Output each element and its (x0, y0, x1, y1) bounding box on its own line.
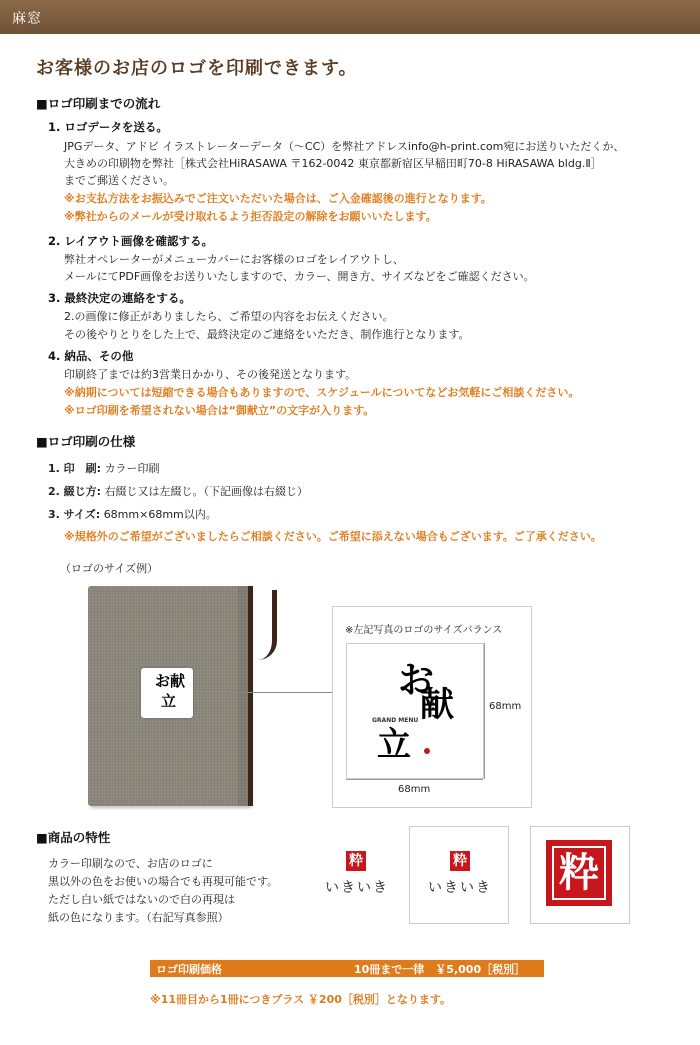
kanji-red-seal (546, 840, 612, 906)
menu-cord-loop (258, 590, 277, 660)
spec-item (48, 506, 217, 522)
logo-mark: お献 (155, 672, 186, 690)
width-dim-line (346, 779, 483, 780)
step-1-note: ※弊社からのメールが受け取れるよう拒否設定の解除をお願いいたします。 (64, 210, 437, 223)
spec-note: ※規格外のご希望がございましたらご相談ください。ご希望に添えない場合もございます。ご了承ください。 (64, 530, 602, 543)
logo-main-mark: お (398, 659, 435, 701)
spec-value: 68mm×68mm以内。 (103, 508, 217, 521)
logo-main-mark: 立 (377, 725, 411, 765)
kanji-glyph: 粋 (552, 846, 606, 900)
features-line: ただし白い紙ではないので白の再現は (48, 893, 235, 906)
features-heading: ■商品の特性 (36, 830, 111, 845)
step-3-title: 3. 最終決定の連絡をする。 (48, 291, 191, 305)
step-4-note: ※納期については短縮できる場合もありますので、スケジュールについてなどお気軽にご相談ください。 (64, 386, 580, 399)
features-line: 黒以外の色をお使いの場合でも再現可能です。 (48, 875, 279, 888)
sample-text: いきいき (325, 880, 389, 896)
spec-label: 2. 綴じ方: (48, 485, 102, 498)
size-balance-caption: ※左記写真のロゴのサイズバランス (345, 625, 503, 636)
spec-value: 右綴じ又は左綴じ。（下記画像は右綴じ） (104, 485, 309, 498)
logo-seal-dot (424, 748, 430, 754)
step-4-line: 印刷終了までは約3営業日かかり、その後発送となります。 (64, 368, 357, 381)
price-value: 10冊まで一律 ￥5,000［税別］ (354, 963, 526, 976)
logo-mark: 立 (161, 692, 177, 710)
example-caption: （ロゴのサイズ例） (60, 562, 159, 575)
price-note: ※11冊目から1冊につきプラス ￥200［税別］となります。 (150, 993, 452, 1006)
spec-value: カラー印刷 (104, 462, 160, 475)
menu-cord (248, 586, 253, 806)
step-2-line: メールにてPDF画像をお送りいたしますので、カラー、開き方、サイズなどをご確認ください。 (64, 270, 535, 283)
header-title: 麻窓 (12, 11, 42, 27)
step-4-note: ※ロゴ印刷を希望されない場合は“御献立”の文字が入ります。 (64, 404, 375, 417)
spec-item (48, 483, 308, 499)
height-dim-line (484, 643, 485, 779)
sample-kanji-seal: 粋 (450, 851, 470, 871)
features-line: 紙の色になります。（右記写真参照） (48, 911, 229, 924)
step-1-line: 大きめの印刷物を弊社［株式会社HiRASAWA 〒162-0042 東京都新宿区早稲田町70-8 HiRASAWA bldg.Ⅱ］ (64, 157, 602, 170)
connector-line (195, 692, 333, 693)
step-1-title: 1. ロゴデータを送る。 (48, 120, 168, 134)
sample-kanji-seal: 粋 (346, 851, 366, 871)
step-1-note: ※お支払方法をお振込みでご注文いただいた場合は、ご入金確認後の進行となります。 (64, 192, 492, 205)
sample-box-logo (409, 826, 509, 924)
flow-heading: ■ロゴ印刷までの流れ (36, 96, 161, 111)
logo-sub-text: GRAND MENU (372, 717, 419, 724)
step-3-line: 2.の画像に修正がありましたら、ご希望の内容をお伝えください。 (64, 310, 394, 323)
step-1-line: までご郵送ください。 (64, 174, 174, 187)
header-bar (0, 0, 700, 34)
sample-text: いきいき (428, 880, 492, 896)
spec-label: 3. サイズ: (48, 508, 101, 521)
page-title: お客様のお店のロゴを印刷できます。 (36, 58, 358, 79)
spec-heading: ■ロゴ印刷の仕様 (36, 434, 136, 449)
height-label: 68mm (489, 701, 522, 712)
price-bar (150, 960, 544, 977)
width-label: 68mm (398, 784, 431, 795)
spec-item (48, 460, 160, 476)
step-3-line: その後やりとりをした上で、最終決定のご連絡をいただき、制作進行となります。 (64, 328, 470, 341)
price-label: ロゴ印刷価格 (156, 963, 222, 976)
logo-main-mark: 献 (420, 685, 454, 725)
spec-label: 1. 印 刷: (48, 462, 102, 475)
step-2-title: 2. レイアウト画像を確認する。 (48, 234, 213, 248)
features-line: カラー印刷なので、お店のロゴに (48, 857, 213, 870)
step-4-title: 4. 納品、その他 (48, 349, 134, 363)
step-1-line: JPGデータ、アドビ イラストレーターデータ（〜CC）を弊社アドレスinfo@h-print.com宛にお送りいただくか、 (64, 140, 625, 153)
step-2-line: 弊社オペレーターがメニューカバーにお客様のロゴをレイアウトし、 (64, 253, 404, 266)
menu-logo-label (141, 668, 193, 718)
